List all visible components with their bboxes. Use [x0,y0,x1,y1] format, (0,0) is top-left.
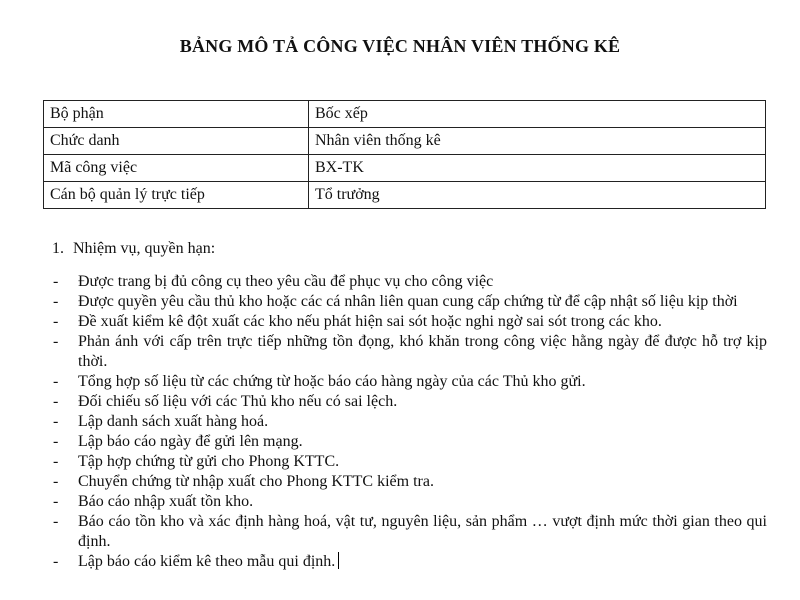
list-item-text: Tập hợp chứng từ gửi cho Phong KTTC. [78,453,340,470]
bullet-dash: - [53,273,59,290]
bullet-dash: - [53,373,59,390]
list-item[interactable] [53,312,767,332]
list-item[interactable] [53,452,767,472]
table-row [44,128,766,155]
table-cell-value[interactable]: BX-TK [309,155,766,182]
table-cell-label[interactable]: Mã công việc [44,155,309,182]
list-item-text: Được quyền yêu cầu thủ kho hoặc các cá nhân liên quan cung cấp chứng từ để cập nhật số liệu kịp thời [78,293,738,310]
table-row [44,182,766,209]
bullet-dash: - [53,333,59,350]
list-item[interactable] [53,372,767,392]
bullet-dash: - [53,313,59,330]
list-item-text: Lập báo cáo ngày để gửi lên mạng. [78,433,303,450]
list-item[interactable] [53,272,767,292]
bullet-dash: - [53,493,59,510]
table-cell-value[interactable]: Nhân viên thống kê [309,128,766,155]
bullet-dash: - [53,393,59,410]
bullet-dash: - [53,513,59,530]
section-title: Nhiệm vụ, quyền hạn: [73,240,216,257]
list-item-text: Báo cáo tồn kho và xác định hàng hoá, vật tư, nguyên liệu, sản phẩm … vượt định mức thời gian theo qui định. [78,513,767,550]
list-item-text: Đề xuất kiểm kê đột xuất các kho nếu phát hiện sai sót hoặc nghi ngờ sai sót trong các kho. [78,313,662,330]
list-item[interactable] [53,292,767,312]
bullet-dash: - [53,553,59,570]
text-cursor [338,552,339,569]
list-item-text: Lập báo cáo kiểm kê theo mẫu qui định. [78,553,336,570]
table-row [44,155,766,182]
list-item-text: Báo cáo nhập xuất tồn kho. [78,493,254,510]
bullet-dash: - [53,413,59,430]
list-item[interactable] [53,512,767,552]
duty-list [53,272,767,572]
bullet-dash: - [53,433,59,450]
list-item[interactable] [53,392,767,412]
bullet-dash: - [53,453,59,470]
table-row [44,101,766,128]
list-item-text: Đối chiếu số liệu với các Thủ kho nếu có sai lệch. [78,393,398,410]
table-cell-label[interactable]: Cán bộ quản lý trực tiếp [44,182,309,209]
section-number: 1. [52,240,64,257]
list-item-text: Lập danh sách xuất hàng hoá. [78,413,269,430]
list-item[interactable] [53,552,767,572]
list-item-text: Được trang bị đủ công cụ theo yêu cầu để phục vụ cho công việc [78,273,494,290]
table-cell-value[interactable]: Tổ trưởng [309,182,766,209]
table-cell-value[interactable]: Bốc xếp [309,101,766,128]
job-info-table [43,100,766,209]
list-item[interactable] [53,412,767,432]
list-item[interactable] [53,332,767,372]
list-item[interactable] [53,492,767,512]
list-item[interactable] [53,472,767,492]
table-cell-label[interactable]: Chức danh [44,128,309,155]
table-cell-label[interactable]: Bộ phận [44,101,309,128]
list-item-text: Tổng hợp số liệu từ các chứng từ hoặc báo cáo hàng ngày của các Thủ kho gửi. [78,373,586,390]
list-item[interactable] [53,432,767,452]
document-title: BẢNG MÔ TẢ CÔNG VIỆC NHÂN VIÊN THỐNG KÊ [179,36,621,56]
bullet-dash: - [53,293,59,310]
bullet-dash: - [53,473,59,490]
list-item-text: Chuyển chứng từ nhập xuất cho Phong KTTC kiểm tra. [78,473,434,490]
list-item-text: Phản ánh với cấp trên trực tiếp những tồn đọng, khó khăn trong công việc hằng ngày để được hỗ trợ kịp thời. [78,333,767,370]
section-heading [52,240,215,258]
